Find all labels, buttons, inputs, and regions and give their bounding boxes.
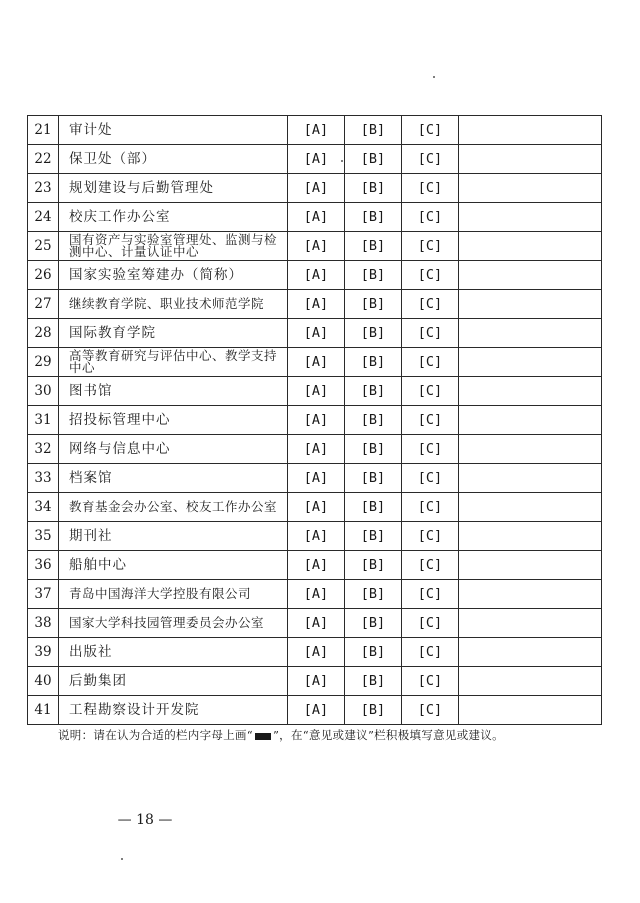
row-number: 26: [28, 261, 59, 290]
table-row: [28, 609, 602, 638]
option-c[interactable]: [C]: [402, 348, 459, 377]
department-name: 审计处: [59, 116, 288, 145]
option-c[interactable]: [C]: [402, 435, 459, 464]
option-b[interactable]: [B]: [345, 290, 402, 319]
option-a[interactable]: [A]: [288, 493, 345, 522]
option-c[interactable]: [C]: [402, 464, 459, 493]
table-row: [28, 261, 602, 290]
option-b[interactable]: [B]: [345, 522, 402, 551]
department-name: 青岛中国海洋大学控股有限公司: [59, 580, 288, 609]
option-c[interactable]: [C]: [402, 667, 459, 696]
suggestion-cell[interactable]: [459, 377, 602, 406]
option-c[interactable]: [C]: [402, 319, 459, 348]
evaluation-table: [27, 115, 602, 725]
department-name: 后勤集团: [59, 667, 288, 696]
suggestion-cell[interactable]: [459, 609, 602, 638]
suggestion-cell[interactable]: [459, 638, 602, 667]
table-row: [28, 464, 602, 493]
row-number: 39: [28, 638, 59, 667]
row-number: 41: [28, 696, 59, 725]
table-row: [28, 319, 602, 348]
suggestion-cell[interactable]: [459, 116, 602, 145]
row-number: 24: [28, 203, 59, 232]
suggestion-cell[interactable]: [459, 319, 602, 348]
suggestion-cell[interactable]: [459, 290, 602, 319]
table-row: [28, 174, 602, 203]
row-number: 22: [28, 145, 59, 174]
option-a[interactable]: [A]: [288, 145, 345, 174]
department-name: 国际教育学院: [59, 319, 288, 348]
department-name: 规划建设与后勤管理处: [59, 174, 288, 203]
row-number: 33: [28, 464, 59, 493]
option-a[interactable]: [A]: [288, 551, 345, 580]
option-c[interactable]: [C]: [402, 145, 459, 174]
option-b[interactable]: [B]: [345, 580, 402, 609]
suggestion-cell[interactable]: [459, 232, 602, 261]
table-row: [28, 667, 602, 696]
black-mark-icon: [255, 733, 271, 740]
option-b[interactable]: [B]: [345, 261, 402, 290]
option-b[interactable]: [B]: [345, 609, 402, 638]
table-row: [28, 696, 602, 725]
option-a[interactable]: [A]: [288, 609, 345, 638]
option-a[interactable]: [A]: [288, 319, 345, 348]
option-b[interactable]: [B]: [345, 174, 402, 203]
instruction-note: [58, 727, 504, 743]
department-name: 出版社: [59, 638, 288, 667]
suggestion-cell[interactable]: [459, 348, 602, 377]
option-c[interactable]: [C]: [402, 290, 459, 319]
table-row: [28, 348, 602, 377]
suggestion-cell[interactable]: [459, 551, 602, 580]
suggestion-cell[interactable]: [459, 522, 602, 551]
option-c[interactable]: [C]: [402, 522, 459, 551]
option-a[interactable]: [A]: [288, 638, 345, 667]
row-number: 28: [28, 319, 59, 348]
table-row: [28, 377, 602, 406]
suggestion-cell[interactable]: [459, 145, 602, 174]
suggestion-cell[interactable]: [459, 174, 602, 203]
table-row: [28, 232, 602, 261]
option-c[interactable]: [C]: [402, 116, 459, 145]
page-number: — 18 —: [117, 812, 173, 828]
department-name: 招投标管理中心: [59, 406, 288, 435]
option-b[interactable]: [B]: [345, 377, 402, 406]
option-b[interactable]: [B]: [345, 435, 402, 464]
option-a[interactable]: [A]: [288, 522, 345, 551]
option-c[interactable]: [C]: [402, 406, 459, 435]
department-name: 工程勘察设计开发院: [59, 696, 288, 725]
row-number: 30: [28, 377, 59, 406]
option-a[interactable]: [A]: [288, 435, 345, 464]
option-c[interactable]: [C]: [402, 580, 459, 609]
table-row: [28, 290, 602, 319]
option-b[interactable]: [B]: [345, 116, 402, 145]
option-b[interactable]: [B]: [345, 464, 402, 493]
option-a[interactable]: [A]: [288, 406, 345, 435]
option-b[interactable]: [B]: [345, 493, 402, 522]
option-c[interactable]: [C]: [402, 493, 459, 522]
option-a[interactable]: [A]: [288, 667, 345, 696]
department-name: 保卫处（部）: [59, 145, 288, 174]
department-name: 图书馆: [59, 377, 288, 406]
option-c[interactable]: [C]: [402, 377, 459, 406]
option-b[interactable]: [B]: [345, 406, 402, 435]
option-a[interactable]: [A]: [288, 261, 345, 290]
row-number: 35: [28, 522, 59, 551]
table-row: [28, 551, 602, 580]
option-a[interactable]: [A]: [288, 203, 345, 232]
option-c[interactable]: [C]: [402, 638, 459, 667]
suggestion-cell[interactable]: [459, 406, 602, 435]
department-name: 高等教育研究与评估中心、教学支持中心: [59, 348, 288, 377]
scan-speck: [341, 160, 343, 162]
row-number: 34: [28, 493, 59, 522]
table-row: [28, 203, 602, 232]
option-b[interactable]: [B]: [345, 232, 402, 261]
option-b[interactable]: [B]: [345, 203, 402, 232]
option-b[interactable]: [B]: [345, 667, 402, 696]
department-name: 船舶中心: [59, 551, 288, 580]
option-c[interactable]: [C]: [402, 203, 459, 232]
suggestion-cell[interactable]: [459, 493, 602, 522]
evaluation-table-body: [28, 116, 602, 725]
suggestion-cell[interactable]: [459, 580, 602, 609]
suggestion-cell[interactable]: [459, 261, 602, 290]
department-name: 国有资产与实验室管理处、监测与检测中心、计量认证中心: [59, 232, 288, 261]
suggestion-cell[interactable]: [459, 203, 602, 232]
row-number: 40: [28, 667, 59, 696]
option-a[interactable]: [A]: [288, 232, 345, 261]
option-b[interactable]: [B]: [345, 145, 402, 174]
table-row: [28, 522, 602, 551]
option-a[interactable]: [A]: [288, 464, 345, 493]
row-number: 25: [28, 232, 59, 261]
row-number: 27: [28, 290, 59, 319]
option-b[interactable]: [B]: [345, 348, 402, 377]
option-c[interactable]: [C]: [402, 261, 459, 290]
option-a[interactable]: [A]: [288, 174, 345, 203]
row-number: 37: [28, 580, 59, 609]
suggestion-cell[interactable]: [459, 435, 602, 464]
department-name: 网络与信息中心: [59, 435, 288, 464]
option-b[interactable]: [B]: [345, 696, 402, 725]
department-name: 校庆工作办公室: [59, 203, 288, 232]
row-number: 23: [28, 174, 59, 203]
option-c[interactable]: [C]: [402, 609, 459, 638]
row-number: 38: [28, 609, 59, 638]
option-c[interactable]: [C]: [402, 696, 459, 725]
option-b[interactable]: [B]: [345, 551, 402, 580]
scan-speck: [121, 858, 123, 860]
department-name: 国家大学科技园管理委员会办公室: [59, 609, 288, 638]
option-b[interactable]: [B]: [345, 319, 402, 348]
row-number: 36: [28, 551, 59, 580]
department-name: 继续教育学院、职业技术师范学院: [59, 290, 288, 319]
option-a[interactable]: [A]: [288, 348, 345, 377]
option-a[interactable]: [A]: [288, 696, 345, 725]
table-row: [28, 116, 602, 145]
department-name: 期刊社: [59, 522, 288, 551]
table-row: [28, 580, 602, 609]
table-row: [28, 145, 602, 174]
option-b[interactable]: [B]: [345, 638, 402, 667]
option-a[interactable]: [A]: [288, 580, 345, 609]
department-name: 档案馆: [59, 464, 288, 493]
scan-speck: [433, 76, 435, 78]
option-a[interactable]: [A]: [288, 116, 345, 145]
option-c[interactable]: [C]: [402, 174, 459, 203]
department-name: 教育基金会办公室、校友工作办公室: [59, 493, 288, 522]
option-a[interactable]: [A]: [288, 377, 345, 406]
suggestion-cell[interactable]: [459, 696, 602, 725]
row-number: 29: [28, 348, 59, 377]
suggestion-cell[interactable]: [459, 464, 602, 493]
table-row: [28, 406, 602, 435]
option-c[interactable]: [C]: [402, 232, 459, 261]
department-name: 国家实验室筹建办（简称）: [59, 261, 288, 290]
row-number: 21: [28, 116, 59, 145]
table-row: [28, 435, 602, 464]
row-number: 32: [28, 435, 59, 464]
instruction-note-suffix: ”，在“意见或建议”栏积极填写意见或建议。: [272, 728, 504, 742]
instruction-note-prefix: 说明：请在认为合适的栏内字母上画“: [58, 728, 253, 742]
suggestion-cell[interactable]: [459, 667, 602, 696]
option-a[interactable]: [A]: [288, 290, 345, 319]
option-c[interactable]: [C]: [402, 551, 459, 580]
row-number: 31: [28, 406, 59, 435]
table-row: [28, 493, 602, 522]
table-row: [28, 638, 602, 667]
